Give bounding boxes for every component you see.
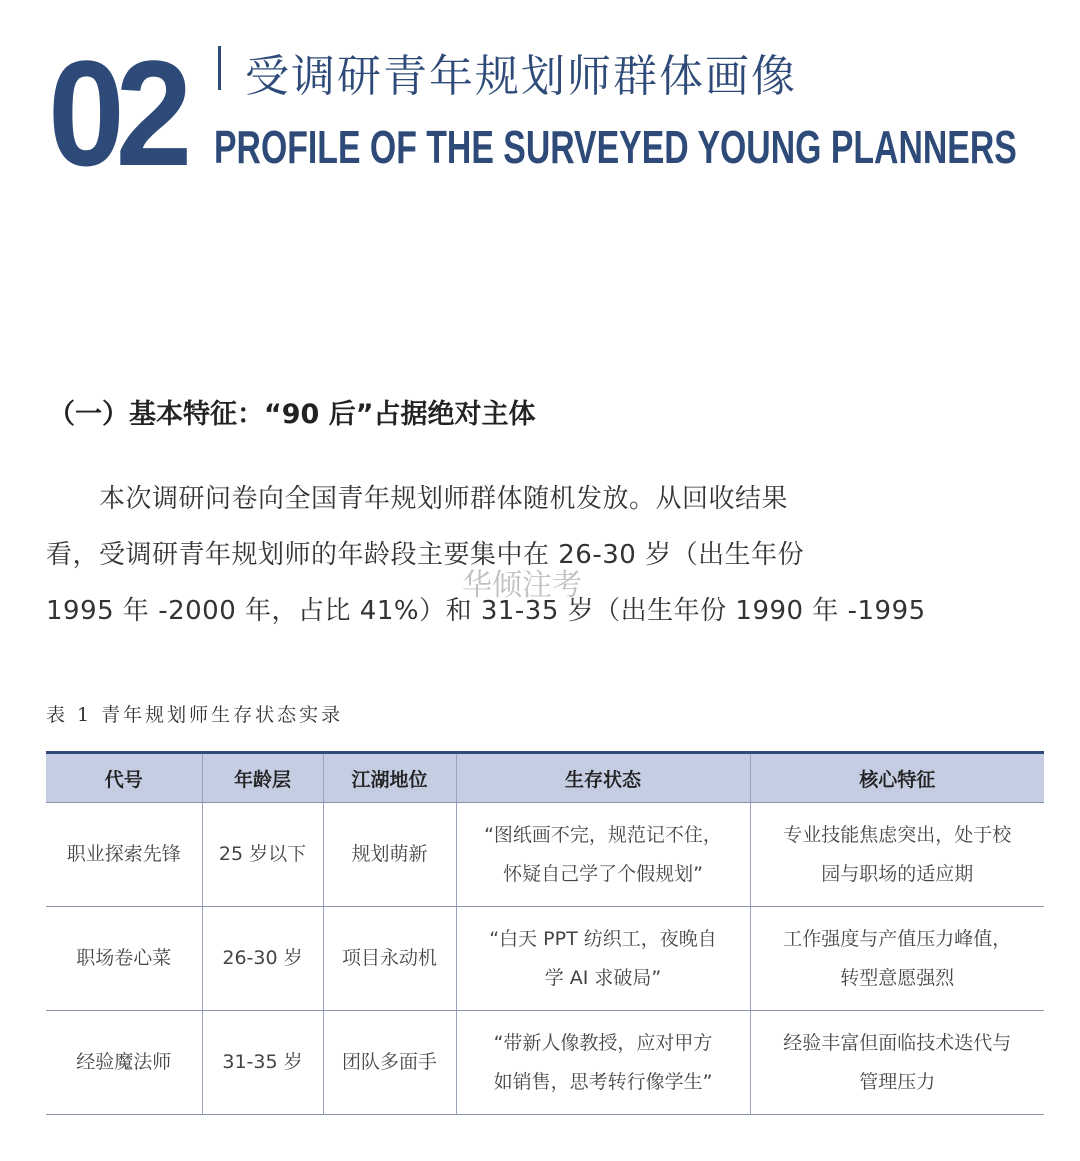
cell-traits-line: 园与职场的适应期 (821, 862, 974, 885)
cell-traits-line: 专业技能焦虑突出，处于校 (783, 823, 1012, 846)
cell-state-line: 学 AI 求破局” (544, 966, 662, 989)
cell-code: 经验魔法师 (46, 1011, 202, 1115)
table-row (46, 1011, 1044, 1115)
cell-code: 职场卷心菜 (46, 907, 202, 1011)
cell-age: 25 岁以下 (202, 803, 323, 907)
table-header-row (46, 753, 1044, 803)
cell-code: 职业探索先锋 (46, 803, 202, 907)
column-header-state: 生存状态 (456, 753, 750, 803)
cell-age: 26-30 岁 (202, 907, 323, 1011)
cell-state (456, 907, 750, 1011)
title-divider (218, 46, 221, 90)
cell-traits-line: 工作强度与产值压力峰值， (783, 927, 1012, 950)
cell-state-line: “带新人像教授，应对甲方 (493, 1031, 713, 1054)
chapter-title-en: PROFILE OF THE SURVEYED YOUNG PLANNERS (214, 121, 1017, 173)
cell-state-line: 怀疑自己学了个假规划” (503, 862, 703, 885)
column-header-age: 年龄层 (202, 753, 323, 803)
cell-traits-line: 转型意愿强烈 (840, 966, 955, 989)
cell-traits-line: 经验丰富但面临技术迭代与 (783, 1031, 1012, 1054)
section-heading: （一）基本特征：“90 后”占据绝对主体 (48, 399, 536, 430)
watermark: 华倾注考 (462, 568, 582, 603)
cell-state (456, 803, 750, 907)
table-row (46, 803, 1044, 907)
cell-status: 团队多面手 (323, 1011, 456, 1115)
cell-state-line: 如销售，思考转行像学生” (493, 1070, 713, 1093)
cell-age: 31-35 岁 (202, 1011, 323, 1115)
cell-state (456, 1011, 750, 1115)
paragraph-line: 1995 年 -2000 年，占比 41%）和 31-35 岁（出生年份 1990 年 -1995 (46, 596, 926, 626)
cell-traits (750, 803, 1044, 907)
profile-table (46, 751, 1044, 1115)
table-caption: 表 1 青年规划师生存状态实录 (46, 704, 344, 726)
chapter-title-cn: 受调研青年规划师群体画像 (245, 51, 797, 102)
cell-status: 规划萌新 (323, 803, 456, 907)
column-header-code: 代号 (46, 753, 202, 803)
cell-status: 项目永动机 (323, 907, 456, 1011)
cell-state-line: “白天 PPT 纺织工，夜晚自 (489, 927, 717, 950)
paragraph-line: 本次调研问卷向全国青年规划师群体随机发放。从回收结果 (46, 484, 789, 514)
cell-state-line: “图纸画不完，规范记不住， (484, 823, 722, 846)
cell-traits (750, 907, 1044, 1011)
column-header-traits: 核心特征 (750, 753, 1044, 803)
chapter-number: 02 (48, 29, 184, 197)
cell-traits (750, 1011, 1044, 1115)
column-header-status: 江湖地位 (323, 753, 456, 803)
paragraph-line: 看，受调研青年规划师的年龄段主要集中在 26-30 岁（出生年份 (46, 540, 805, 570)
table-row (46, 907, 1044, 1011)
cell-traits-line: 管理压力 (859, 1070, 936, 1093)
